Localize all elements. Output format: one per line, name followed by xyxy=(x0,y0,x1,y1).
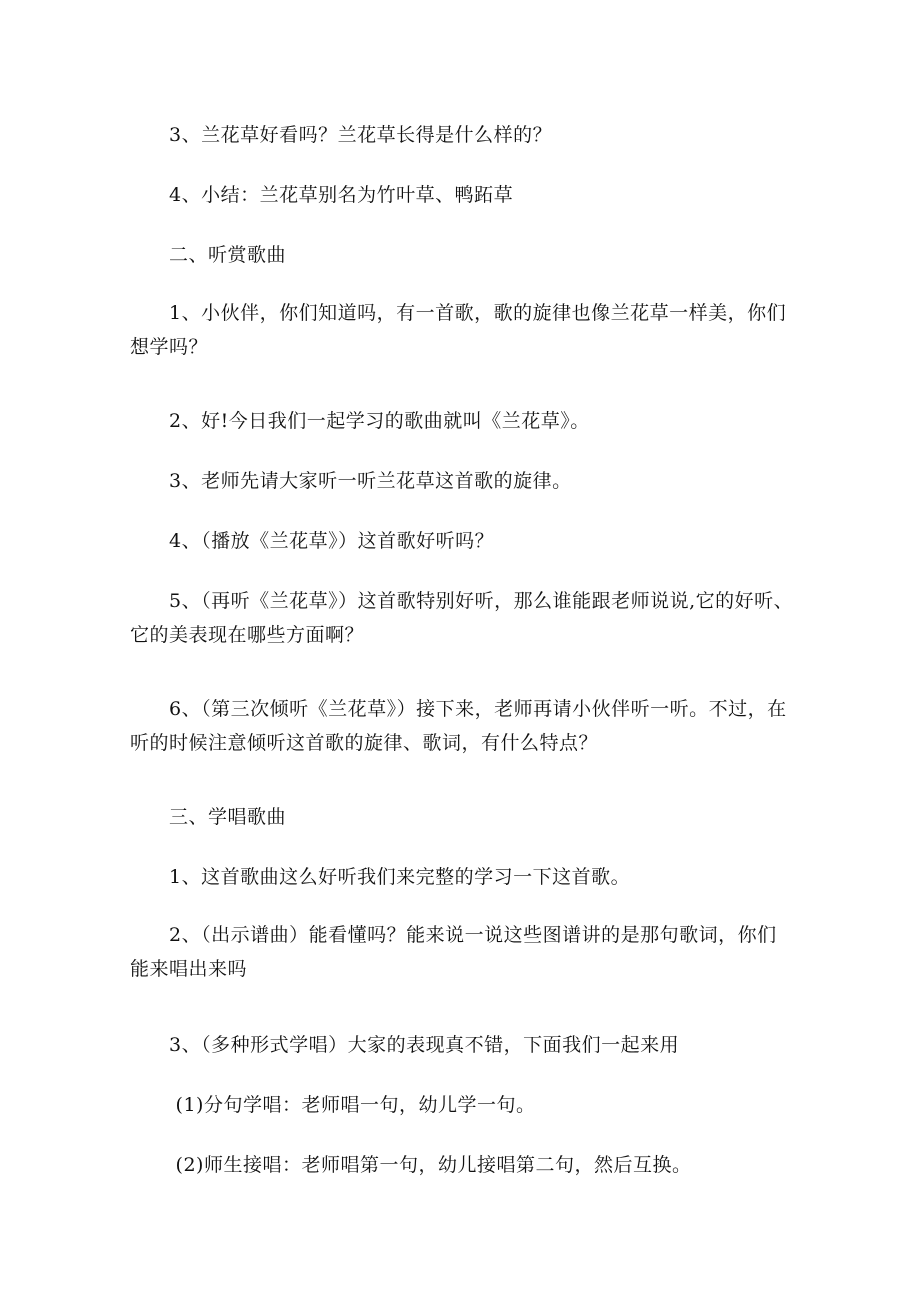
paragraph: 1、小伙伴，你们知道吗，有一首歌，歌的旋律也像兰花草一样美，你们想学吗？ xyxy=(130,302,787,358)
paragraph: 4、小结：兰花草别名为竹叶草、鸭跖草 xyxy=(130,184,514,206)
paragraph: 3、（多种形式学唱）大家的表现真不错，下面我们一起来用 xyxy=(130,1034,680,1056)
section-heading: 三、学唱歌曲 xyxy=(130,806,287,828)
paragraph: 2、好!今日我们一起学习的歌曲就叫《兰花草》。 xyxy=(130,410,590,432)
section-heading: 二、听赏歌曲 xyxy=(130,244,287,266)
paragraph: 1、这首歌曲这么好听我们来完整的学习一下这首歌。 xyxy=(130,866,631,888)
paragraph: 4、（播放《兰花草》）这首歌好听吗？ xyxy=(130,530,495,552)
paragraph: 3、兰花草好看吗？兰花草长得是什么样的？ xyxy=(130,124,553,146)
paragraph: 6、（第三次倾听《兰花草》）接下来，老师再请小伙伴听一听。不过，在听的时候注意倾听这首歌的旋律、歌词，有什么特点？ xyxy=(130,698,787,754)
paragraph: 5、（再听《兰花草》）这首歌特别好听，那么谁能跟老师说说,它的好听、它的美表现在哪些方面啊？ xyxy=(130,590,794,646)
sub-item: (2)师生接唱：老师唱第一句，幼儿接唱第二句，然后互换。 xyxy=(130,1154,692,1176)
paragraph: 3、老师先请大家听一听兰花草这首歌的旋律。 xyxy=(130,470,572,492)
paragraph: 2、（出示谱曲）能看懂吗？能来说一说这些图谱讲的是那句歌词，你们能来唱出来吗 xyxy=(130,924,777,980)
sub-item: (1)分句学唱：老师唱一句，幼儿学一句。 xyxy=(130,1094,536,1116)
